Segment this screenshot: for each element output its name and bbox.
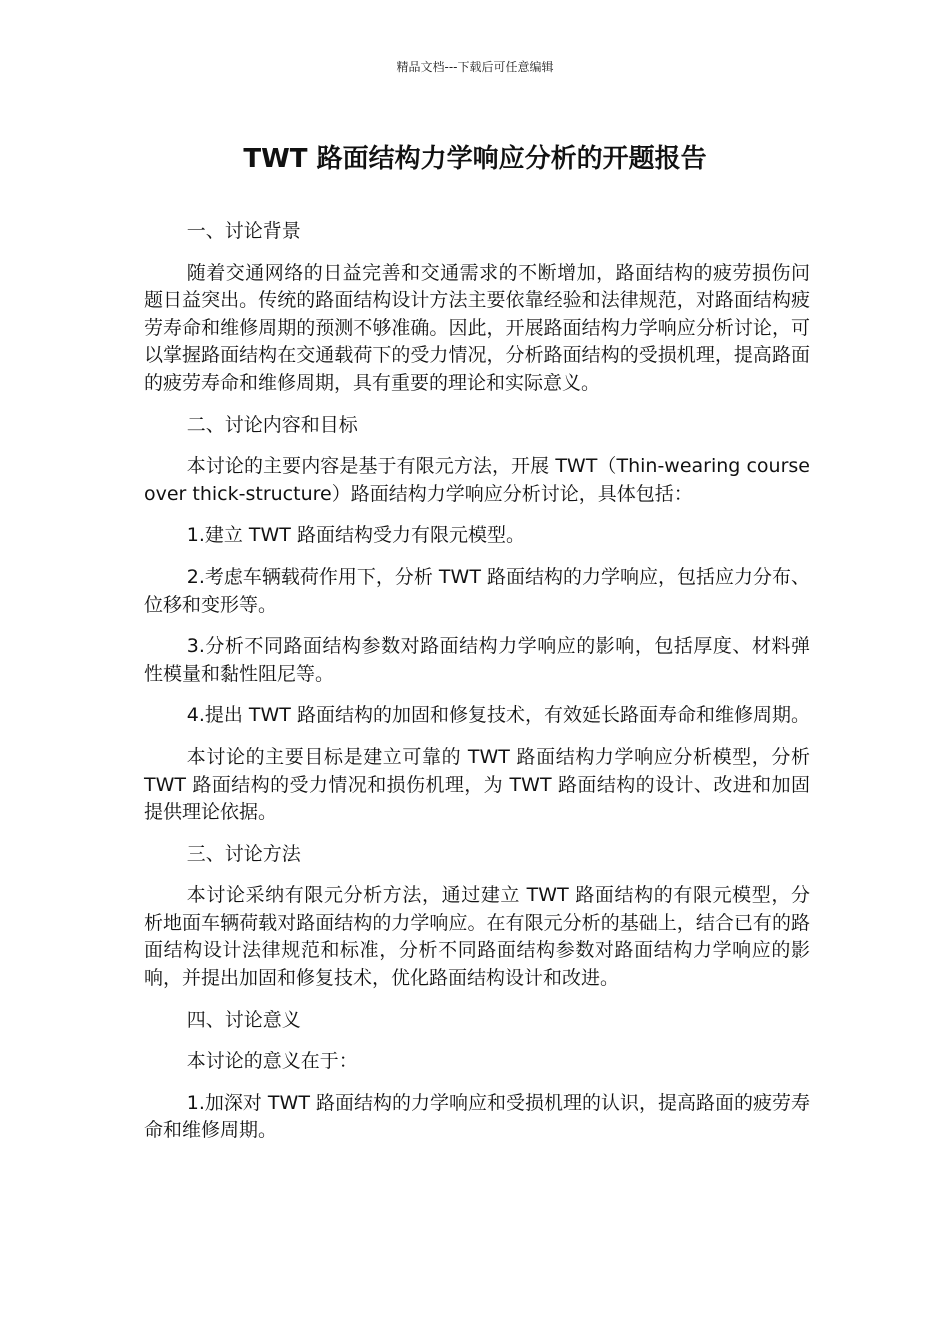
paragraph-main-goal: 本讨论的主要目标是建立可靠的 TWT 路面结构力学响应分析模型，分析 TWT 路面结构的受力情况和损伤机理，为 TWT 路面结构的设计、改进和加固提供理论依据。	[144, 745, 810, 824]
section-heading-method: 三、讨论方法	[186, 842, 301, 865]
significance-item-1: 1.加深对 TWT 路面结构的力学响应和受损机理的认识，提高路面的疲劳寿命和维修周期。	[144, 1091, 810, 1142]
section-heading-significance: 四、讨论意义	[186, 1008, 301, 1031]
list-item-3: 3.分析不同路面结构参数对路面结构力学响应的影响，包括厚度、材料弹性模量和黏性阻尼等。	[144, 635, 810, 685]
document-title: TWT 路面结构力学响应分析的开题报告	[243, 144, 707, 174]
document-body	[144, 218, 810, 1159]
paragraph-significance-intro: 本讨论的意义在于：	[186, 1050, 358, 1073]
section-heading-background: 一、讨论背景	[186, 220, 301, 242]
list-item-1: 1.建立 TWT 路面结构受力有限元模型。	[186, 524, 525, 547]
list-item-2: 2.考虑车辆载荷作用下，分析 TWT 路面结构的力学响应，包括应力分布、位移和变形等。	[144, 565, 810, 616]
paragraph-content-intro: 本讨论的主要内容是基于有限元方法，开展 TWT（Thin-wearing course over thick-structure）路面结构力学响应分析讨论，具体包括：	[144, 455, 810, 505]
header-note: 精品文档---下载后可任意编辑	[396, 60, 554, 74]
paragraph-method: 本讨论采纳有限元分析方法，通过建立 TWT 路面结构的有限元模型，分析地面车辆荷载对路面结构的力学响应。在有限元分析的基础上，结合已有的路面结构设计法律规范和标准，分析不同路面结构参数对路面结构力学响应的影响，并提出加固和修复技术，优化路面结构设计和改进。	[144, 884, 810, 990]
paragraph-background: 随着交通网络的日益完善和交通需求的不断增加，路面结构的疲劳损伤问题日益突出。传统的路面结构设计方法主要依靠经验和法律规范，对路面结构疲劳寿命和维修周期的预测不够准确。因此，开展路面结构力学响应分析讨论，可以掌握路面结构在交通载荷下的受力情况，分析路面结构的受损机理，提高路面的疲劳寿命和维修周期，具有重要的理论和实际意义。	[144, 261, 810, 394]
section-heading-content-goals: 二、讨论内容和目标	[186, 413, 358, 436]
list-item-4: 4.提出 TWT 路面结构的加固和修复技术，有效延长路面寿命和维修周期。	[186, 704, 810, 727]
